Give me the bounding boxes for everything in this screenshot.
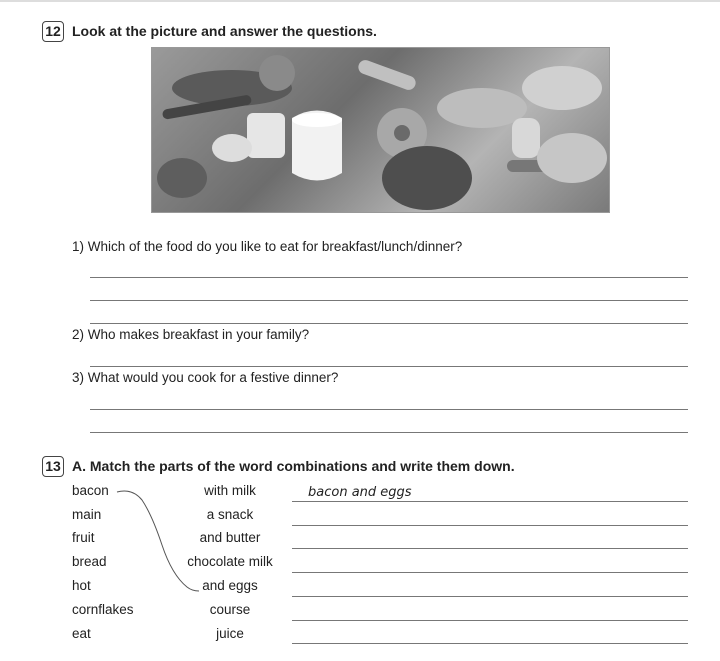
answer-line[interactable] — [292, 620, 688, 621]
question-2: 2) Who makes breakfast in your family? — [72, 327, 310, 342]
answer-line[interactable] — [292, 525, 688, 526]
answer-line[interactable] — [292, 572, 688, 573]
exercise-13-number: 13 — [42, 456, 64, 477]
answer-line[interactable] — [292, 548, 688, 549]
right-phrase: course — [209, 602, 251, 617]
left-word: bacon — [72, 483, 109, 498]
right-phrase: and butter — [199, 530, 261, 545]
left-word: main — [72, 507, 102, 522]
right-phrase: a snack — [206, 507, 254, 522]
left-word: hot — [72, 578, 91, 593]
question-3: 3) What would you cook for a festive dinner? — [72, 370, 339, 385]
left-word: bread — [72, 554, 107, 569]
answer-line[interactable] — [292, 596, 688, 597]
example-answer: bacon and eggs — [308, 485, 412, 500]
left-word: fruit — [72, 530, 95, 545]
right-phrase: and eggs — [202, 578, 258, 593]
left-word: eat — [72, 626, 91, 641]
exercise-13-instruction: A. Match the parts of the word combinations and write them down. — [72, 458, 515, 474]
exercise-12-instruction: Look at the picture and answer the questions. — [72, 23, 377, 39]
question-1: 1) Which of the food do you like to eat for breakfast/lunch/dinner? — [72, 239, 463, 254]
exercise-12-number: 12 — [42, 21, 64, 42]
right-phrase: juice — [216, 626, 244, 641]
right-phrase: with milk — [204, 483, 256, 498]
answer-line[interactable] — [292, 501, 688, 502]
left-word: cornflakes — [72, 602, 134, 617]
right-phrase: chocolate milk — [187, 554, 273, 569]
answer-line[interactable] — [292, 643, 688, 644]
